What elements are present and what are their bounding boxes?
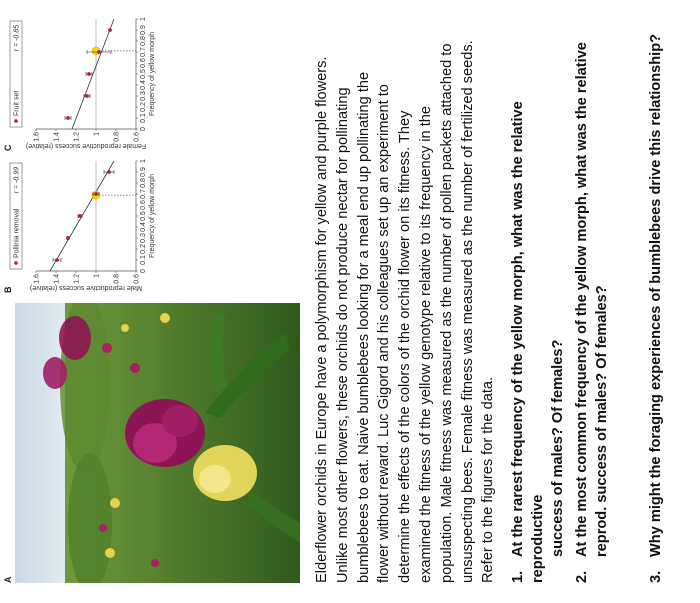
data-point	[85, 94, 89, 98]
x-tick-label: 0	[140, 127, 147, 131]
paragraph-line: examined the fitness of the yellow genotype relative to its frequency in the	[417, 105, 434, 583]
x-tick-label: 0.9	[140, 25, 147, 35]
panel-a-label: A	[3, 576, 13, 583]
x-tick-label: 0.1	[140, 255, 147, 265]
x-axis-label: Frequency of yellow morph	[149, 31, 156, 117]
legend-label: Fruit set	[13, 90, 21, 116]
x-tick-label: 0.5	[140, 69, 147, 79]
chart-female	[8, 11, 173, 151]
y-tick-label: 1.2	[73, 274, 81, 284]
x-tick-label: 0.6	[140, 58, 147, 68]
paragraph-line: bumblebees to eat. Naive bumblebees looking for a meal end up pollinating the	[355, 71, 372, 583]
question-2	[572, 18, 612, 583]
y-tick-label: 1.6	[33, 274, 41, 284]
data-point	[87, 72, 91, 76]
y-tick-label: 0.6	[133, 274, 141, 284]
x-tick-label: 1	[140, 159, 147, 163]
data-point	[107, 170, 111, 174]
x-tick-label: 0.4	[140, 80, 147, 90]
y-tick-label: 1.4	[53, 274, 61, 284]
y-axis-label: Female reproductive success (relative)	[25, 142, 147, 149]
panel-b-label: B	[3, 286, 13, 293]
legend-label: Pollinia removal	[13, 208, 21, 258]
paragraph-line: flower without reward. Luc Gigord and his colleagues set up an experiment to	[376, 84, 393, 583]
legend-stat: r = -0.99	[13, 167, 21, 194]
y-tick-label: 0.8	[113, 274, 121, 284]
x-tick-label: 0.4	[140, 222, 147, 232]
x-tick-label: 0.8	[140, 36, 147, 46]
x-tick-label: 0.7	[140, 47, 147, 57]
question-number: 1.	[510, 570, 526, 583]
x-tick-label: 0.2	[140, 102, 147, 112]
paragraph-line: Refer to the figures for the data.	[480, 376, 497, 583]
orchid-photo	[15, 303, 300, 583]
y-tick-label: 1.2	[73, 132, 81, 142]
legend-stat: r = -0.85	[13, 25, 21, 52]
data-point	[78, 214, 82, 218]
x-tick-label: 0.3	[140, 91, 147, 101]
x-tick-label: 0.8	[140, 178, 147, 188]
question-text: Why might the foraging experiences of bumblebees drive this relationship?	[648, 33, 664, 557]
paragraph-line: determine the effects of the colors of the orchid flower on its fitness. They	[397, 110, 414, 583]
question-number: 2.	[574, 570, 590, 583]
x-tick-label: 0	[140, 269, 147, 273]
data-point	[55, 258, 59, 262]
x-tick-label: 0.3	[140, 233, 147, 243]
description-paragraph	[312, 18, 499, 583]
question-number: 3.	[648, 570, 664, 583]
x-axis-label: Frequency of yellow morph	[149, 173, 156, 259]
data-point	[97, 50, 101, 54]
chart-male-svg	[8, 153, 168, 293]
y-tick-label: 1.6	[33, 132, 41, 142]
y-tick-label: 1	[93, 132, 101, 136]
x-tick-label: 0.9	[140, 167, 147, 177]
x-tick-label: 0.5	[140, 211, 147, 221]
question-3	[646, 18, 666, 583]
y-tick-label: 0.6	[133, 132, 141, 142]
y-tick-label: 1	[93, 274, 101, 278]
paragraph-line: Unlike most other flowers, these orchids do not produce nectar for pollinating	[334, 87, 351, 583]
chart-female-svg	[8, 11, 168, 151]
question-text: At the rarest frequency of the yellow morph, what was the relative reproductive	[510, 101, 546, 583]
y-tick-label: 0.8	[113, 132, 121, 142]
x-tick-label: 0.2	[140, 244, 147, 254]
data-point	[94, 192, 98, 196]
question-text: success of males? Of females?	[550, 339, 566, 557]
paragraph-line: Elderflower orchids in Europe have a polymorphism for yellow and purple flowers.	[314, 56, 330, 583]
question-text: reprod. success of males? Of females?	[594, 285, 610, 557]
data-point	[66, 236, 70, 240]
x-tick-label: 0.1	[140, 113, 147, 123]
paragraph-line: unsuspecting bees. Female fitness was measured as the number of fertilized seeds.	[459, 40, 476, 583]
legend-marker	[14, 119, 18, 123]
chart-male	[8, 153, 173, 293]
question-1	[508, 18, 568, 583]
x-tick-label: 0.7	[140, 189, 147, 199]
data-point	[66, 116, 70, 120]
y-tick-label: 1.4	[53, 132, 61, 142]
x-tick-label: 0.6	[140, 200, 147, 210]
legend-marker	[14, 261, 18, 265]
y-axis-label: Male reproductive success (relative)	[29, 284, 143, 291]
chart-legend	[10, 163, 22, 269]
x-tick-label: 1	[140, 17, 147, 21]
paragraph-line: population. Male fitness was measured as the number of pollen packets attached to	[438, 43, 455, 583]
fit-line	[72, 19, 114, 129]
data-point	[108, 28, 112, 32]
question-text: At the most common frequency of the yellow morph, what was the relative	[574, 42, 590, 557]
chart-legend	[10, 21, 22, 127]
panel-c-label: C	[3, 144, 13, 151]
